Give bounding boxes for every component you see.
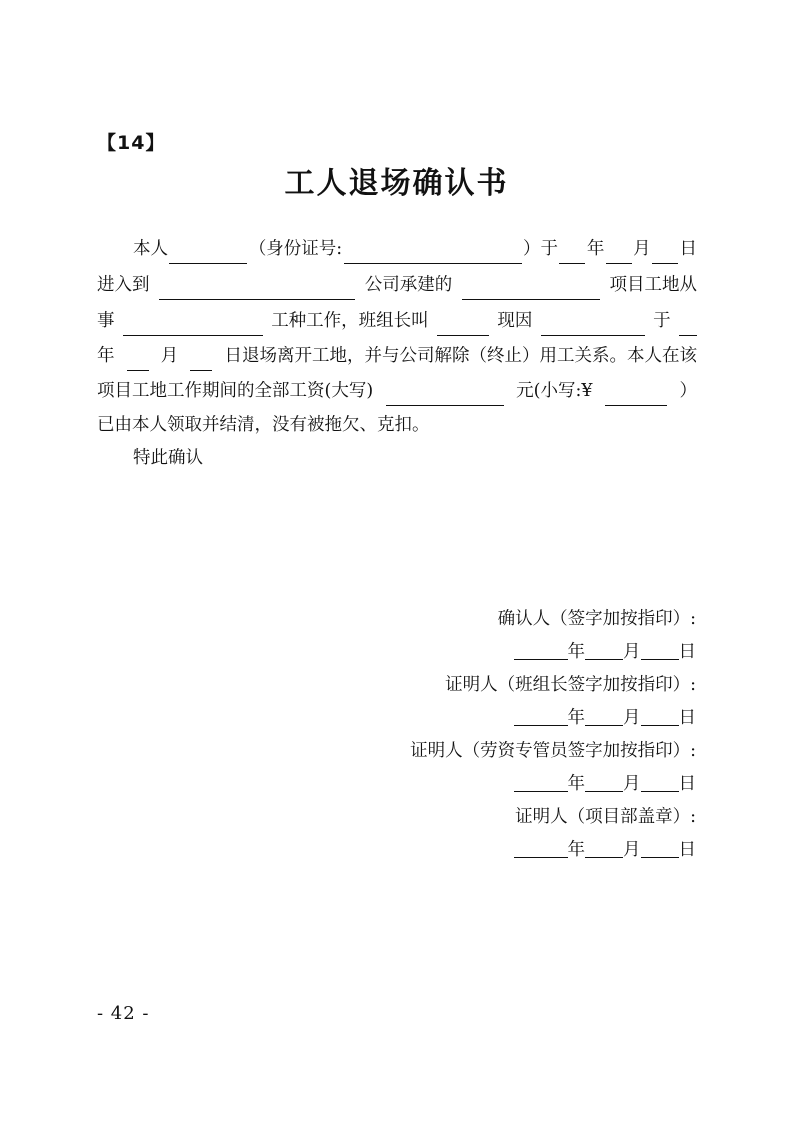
- body-line-4: [97, 341, 697, 371]
- text-segment: 月: [633, 239, 651, 259]
- confirmation-statement: 特此确认: [133, 448, 203, 468]
- text-segment: 现因: [497, 311, 533, 331]
- year-label: 年: [567, 708, 585, 728]
- signature-label-labor-officer: 证明人（劳资专管员签字加按指印）:: [410, 741, 696, 761]
- day-label: 日: [678, 840, 696, 860]
- day-label: 日: [678, 708, 696, 728]
- text-segment: 事: [97, 311, 115, 331]
- project-blank[interactable]: [462, 279, 600, 300]
- month-blank[interactable]: [585, 639, 623, 660]
- text-segment: 项目工地工作期间的全部工资(大写): [97, 381, 374, 401]
- text-segment: 进入到: [97, 275, 150, 295]
- year-label: 年: [567, 840, 585, 860]
- text-segment: 日退场离开工地，并与公司解除（终止）用工关系。本人在该: [224, 346, 697, 366]
- text-segment: 项目工地从: [609, 275, 697, 295]
- signature-date-labor-officer: [514, 769, 697, 799]
- body-line-2: [97, 270, 697, 300]
- text-segment: 元(小写:¥: [516, 381, 593, 401]
- signature-date-project-dept: [514, 835, 697, 865]
- month-blank[interactable]: [585, 837, 623, 858]
- body-line-1: [133, 234, 697, 264]
- reason-blank[interactable]: [541, 315, 645, 336]
- signature-label-confirmer: 确认人（签字加按指印）:: [497, 609, 696, 629]
- team-leader-blank[interactable]: [437, 315, 489, 336]
- body-line-6: 已由本人领取并结清，没有被拖欠、克扣。: [97, 415, 430, 435]
- body-line-3: [97, 306, 697, 336]
- text-segment: 日: [679, 239, 697, 259]
- year-blank[interactable]: [514, 837, 568, 858]
- text-segment: 年: [586, 239, 605, 259]
- signature-date-team-leader: [514, 703, 697, 733]
- month-label: 月: [623, 642, 641, 662]
- year-label: 年: [567, 642, 585, 662]
- signature-label-team-leader: 证明人（班组长签字加按指印）:: [445, 675, 696, 695]
- exit-year-blank[interactable]: [679, 315, 697, 336]
- month-blank[interactable]: [585, 705, 623, 726]
- entry-month-blank[interactable]: [606, 243, 632, 264]
- text-segment: ）: [679, 381, 697, 401]
- text-segment: 月: [160, 346, 179, 366]
- wage-amount-blank[interactable]: [605, 385, 667, 406]
- month-label: 月: [623, 774, 641, 794]
- text-segment: 年: [97, 346, 115, 366]
- text-segment: 公司承建的: [364, 275, 453, 295]
- signature-label-project-dept: 证明人（项目部盖章）:: [515, 807, 696, 827]
- signature-date-confirmer: [514, 637, 697, 667]
- day-blank[interactable]: [641, 639, 679, 660]
- day-blank[interactable]: [641, 837, 679, 858]
- entry-day-blank[interactable]: [652, 243, 678, 264]
- exit-day-blank[interactable]: [190, 350, 212, 371]
- document-number: 【14】: [97, 132, 166, 154]
- company-blank[interactable]: [159, 279, 355, 300]
- year-blank[interactable]: [514, 639, 568, 660]
- document-title: 工人退场确认书: [284, 166, 509, 201]
- day-label: 日: [678, 774, 696, 794]
- entry-year-blank[interactable]: [559, 243, 585, 264]
- id-number-blank[interactable]: [344, 243, 522, 264]
- month-blank[interactable]: [585, 771, 623, 792]
- day-blank[interactable]: [641, 771, 679, 792]
- name-blank[interactable]: [169, 243, 247, 264]
- body-line-5: [97, 376, 697, 406]
- year-blank[interactable]: [514, 705, 568, 726]
- year-blank[interactable]: [514, 771, 568, 792]
- month-label: 月: [623, 840, 641, 860]
- text-segment: 于: [653, 311, 671, 331]
- exit-month-blank[interactable]: [127, 350, 149, 371]
- month-label: 月: [623, 708, 641, 728]
- page-number: - 42 -: [97, 1003, 150, 1024]
- text-segment: （身份证号:: [248, 239, 343, 259]
- work-type-blank[interactable]: [123, 315, 263, 336]
- text-segment: 工种工作，班组长叫: [271, 311, 429, 331]
- text-segment: 本人: [133, 239, 168, 259]
- day-blank[interactable]: [641, 705, 679, 726]
- wage-uppercase-blank[interactable]: [386, 385, 504, 406]
- text-segment: ）于: [523, 239, 559, 259]
- year-label: 年: [567, 774, 585, 794]
- day-label: 日: [678, 642, 696, 662]
